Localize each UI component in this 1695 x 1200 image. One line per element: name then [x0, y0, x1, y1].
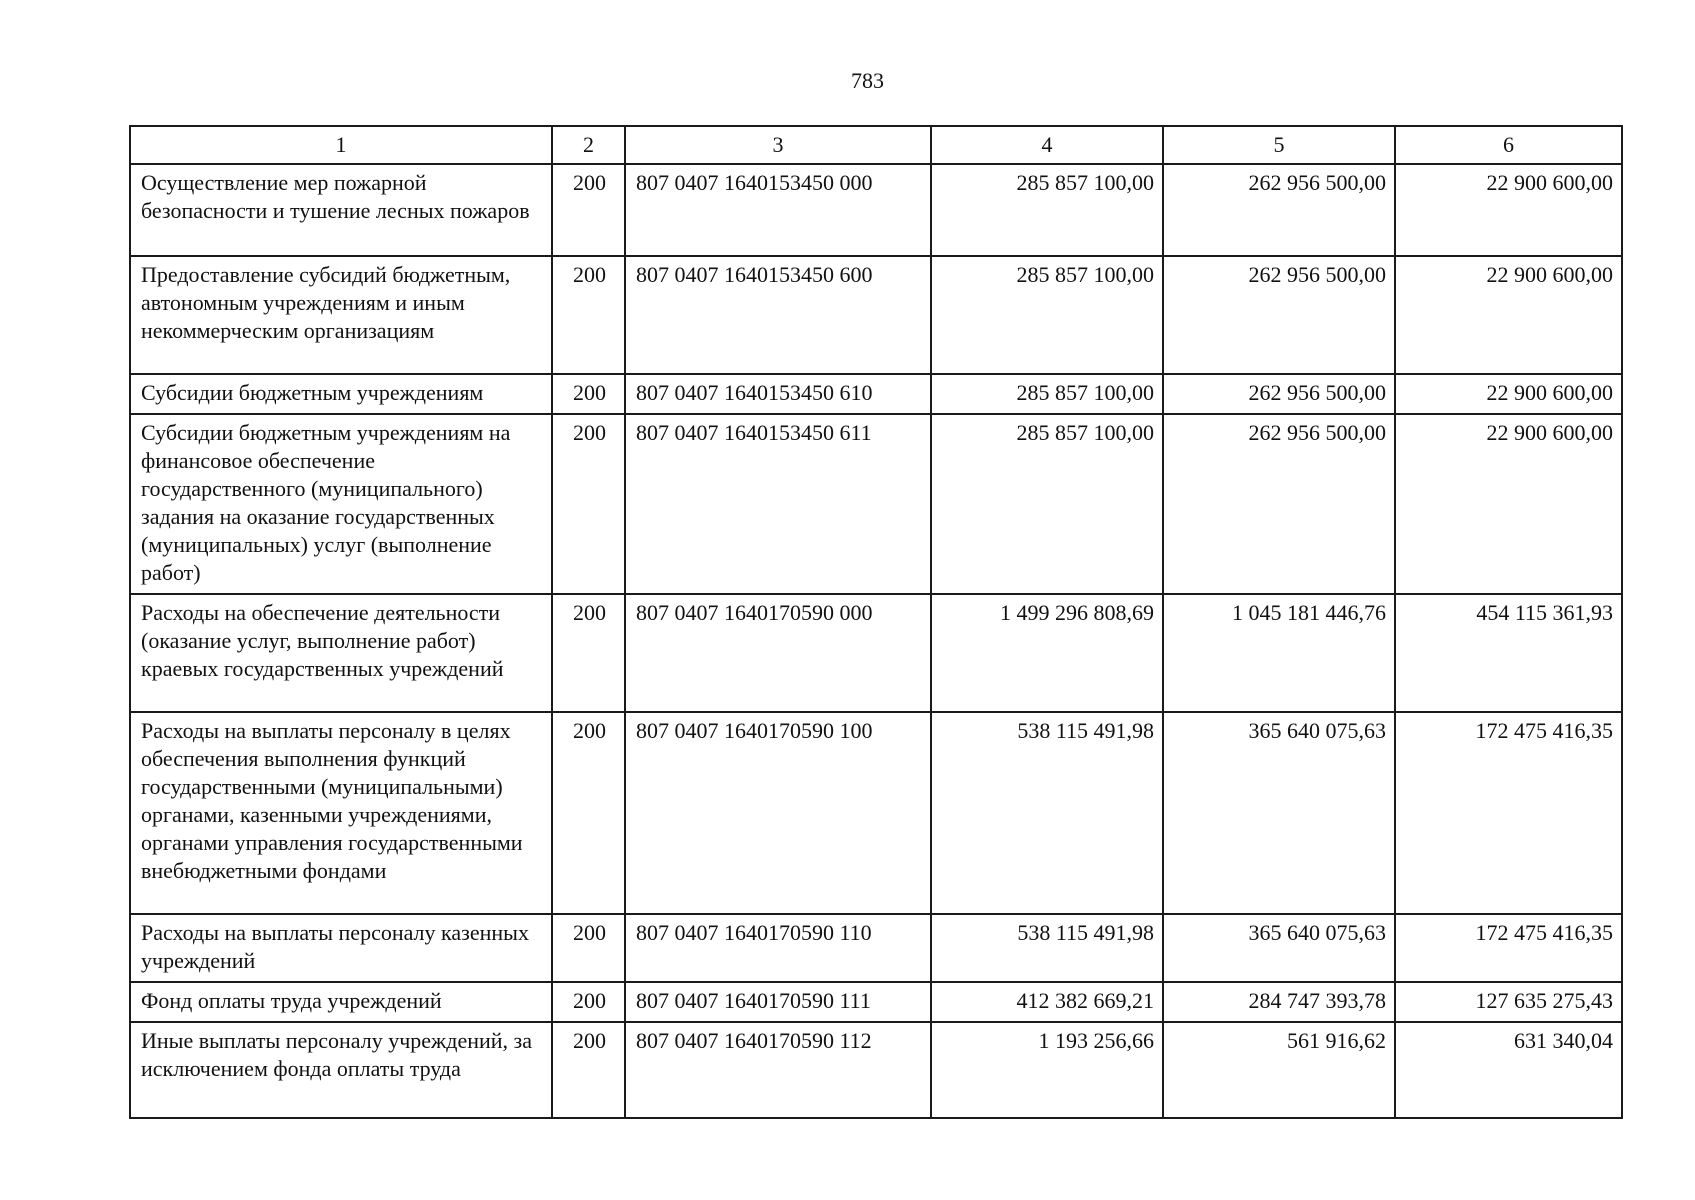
row-code: 807 0407 1640170590 112	[625, 1022, 931, 1118]
row-code: 807 0407 1640170590 111	[625, 982, 931, 1022]
header-col-6: 6	[1395, 126, 1622, 164]
row-code: 807 0407 1640170590 000	[625, 594, 931, 712]
row-col6: 127 635 275,43	[1395, 982, 1622, 1022]
row-col6: 454 115 361,93	[1395, 594, 1622, 712]
row-col6: 22 900 600,00	[1395, 256, 1622, 374]
row-ministry: 200	[552, 982, 625, 1022]
row-code: 807 0407 1640153450 600	[625, 256, 931, 374]
row-col5: 262 956 500,00	[1163, 374, 1395, 414]
row-col4: 1 499 296 808,69	[931, 594, 1163, 712]
row-name: Предоставление субсидий бюджетным, автономным учреждениям и иным некоммерческим организациям	[130, 256, 552, 374]
row-name: Осуществление мер пожарной безопасности и тушение лесных пожаров	[130, 164, 552, 256]
row-code: 807 0407 1640153450 611	[625, 414, 931, 594]
row-col6: 22 900 600,00	[1395, 374, 1622, 414]
row-col5: 561 916,62	[1163, 1022, 1395, 1118]
header-col-3: 3	[625, 126, 931, 164]
row-name: Фонд оплаты труда учреждений	[130, 982, 552, 1022]
row-col4: 412 382 669,21	[931, 982, 1163, 1022]
header-col-2: 2	[552, 126, 625, 164]
header-col-1: 1	[130, 126, 552, 164]
row-col4: 285 857 100,00	[931, 374, 1163, 414]
row-name: Субсидии бюджетным учреждениям	[130, 374, 552, 414]
row-code: 807 0407 1640153450 000	[625, 164, 931, 256]
row-code: 807 0407 1640153450 610	[625, 374, 931, 414]
row-ministry: 200	[552, 712, 625, 914]
row-col6: 172 475 416,35	[1395, 914, 1622, 982]
row-col5: 262 956 500,00	[1163, 164, 1395, 256]
header-col-4: 4	[931, 126, 1163, 164]
row-col4: 285 857 100,00	[931, 414, 1163, 594]
row-col6: 172 475 416,35	[1395, 712, 1622, 914]
row-ministry: 200	[552, 594, 625, 712]
row-code: 807 0407 1640170590 110	[625, 914, 931, 982]
row-col6: 22 900 600,00	[1395, 164, 1622, 256]
table-row	[130, 256, 1622, 374]
table-row	[130, 982, 1622, 1022]
budget-table	[129, 125, 1623, 1119]
row-ministry: 200	[552, 256, 625, 374]
row-col4: 285 857 100,00	[931, 164, 1163, 256]
row-ministry: 200	[552, 1022, 625, 1118]
row-col4: 285 857 100,00	[931, 256, 1163, 374]
row-ministry: 200	[552, 164, 625, 256]
table-row	[130, 594, 1622, 712]
row-ministry: 200	[552, 374, 625, 414]
row-name: Расходы на выплаты персоналу казенных учреждений	[130, 914, 552, 982]
row-code: 807 0407 1640170590 100	[625, 712, 931, 914]
table-row	[130, 712, 1622, 914]
row-name: Расходы на обеспечение деятельности (оказание услуг, выполнение работ) краевых государственных учреждений	[130, 594, 552, 712]
row-col4: 538 115 491,98	[931, 914, 1163, 982]
table-row	[130, 1022, 1622, 1118]
row-col5: 284 747 393,78	[1163, 982, 1395, 1022]
row-col5: 365 640 075,63	[1163, 712, 1395, 914]
row-col4: 538 115 491,98	[931, 712, 1163, 914]
table-row	[130, 374, 1622, 414]
row-col6: 631 340,04	[1395, 1022, 1622, 1118]
row-col5: 262 956 500,00	[1163, 256, 1395, 374]
table-row	[130, 914, 1622, 982]
row-name: Субсидии бюджетным учреждениям на финансовое обеспечение государственного (муниципального) задания на оказание государственных (муниципальных) услуг (выполнение работ)	[130, 414, 552, 594]
row-col6: 22 900 600,00	[1395, 414, 1622, 594]
table-row	[130, 414, 1622, 594]
row-col5: 1 045 181 446,76	[1163, 594, 1395, 712]
row-ministry: 200	[552, 414, 625, 594]
page-number: 783	[851, 68, 884, 93]
row-ministry: 200	[552, 914, 625, 982]
row-col4: 1 193 256,66	[931, 1022, 1163, 1118]
row-name: Расходы на выплаты персоналу в целях обеспечения выполнения функций государственными (муниципальными) органами, казенными учреждениями, органами управления государственными внебюджетными фондами	[130, 712, 552, 914]
row-col5: 262 956 500,00	[1163, 414, 1395, 594]
table-header-row	[130, 126, 1622, 164]
header-col-5: 5	[1163, 126, 1395, 164]
row-col5: 365 640 075,63	[1163, 914, 1395, 982]
row-name: Иные выплаты персоналу учреждений, за исключением фонда оплаты труда	[130, 1022, 552, 1118]
table-row	[130, 164, 1622, 256]
